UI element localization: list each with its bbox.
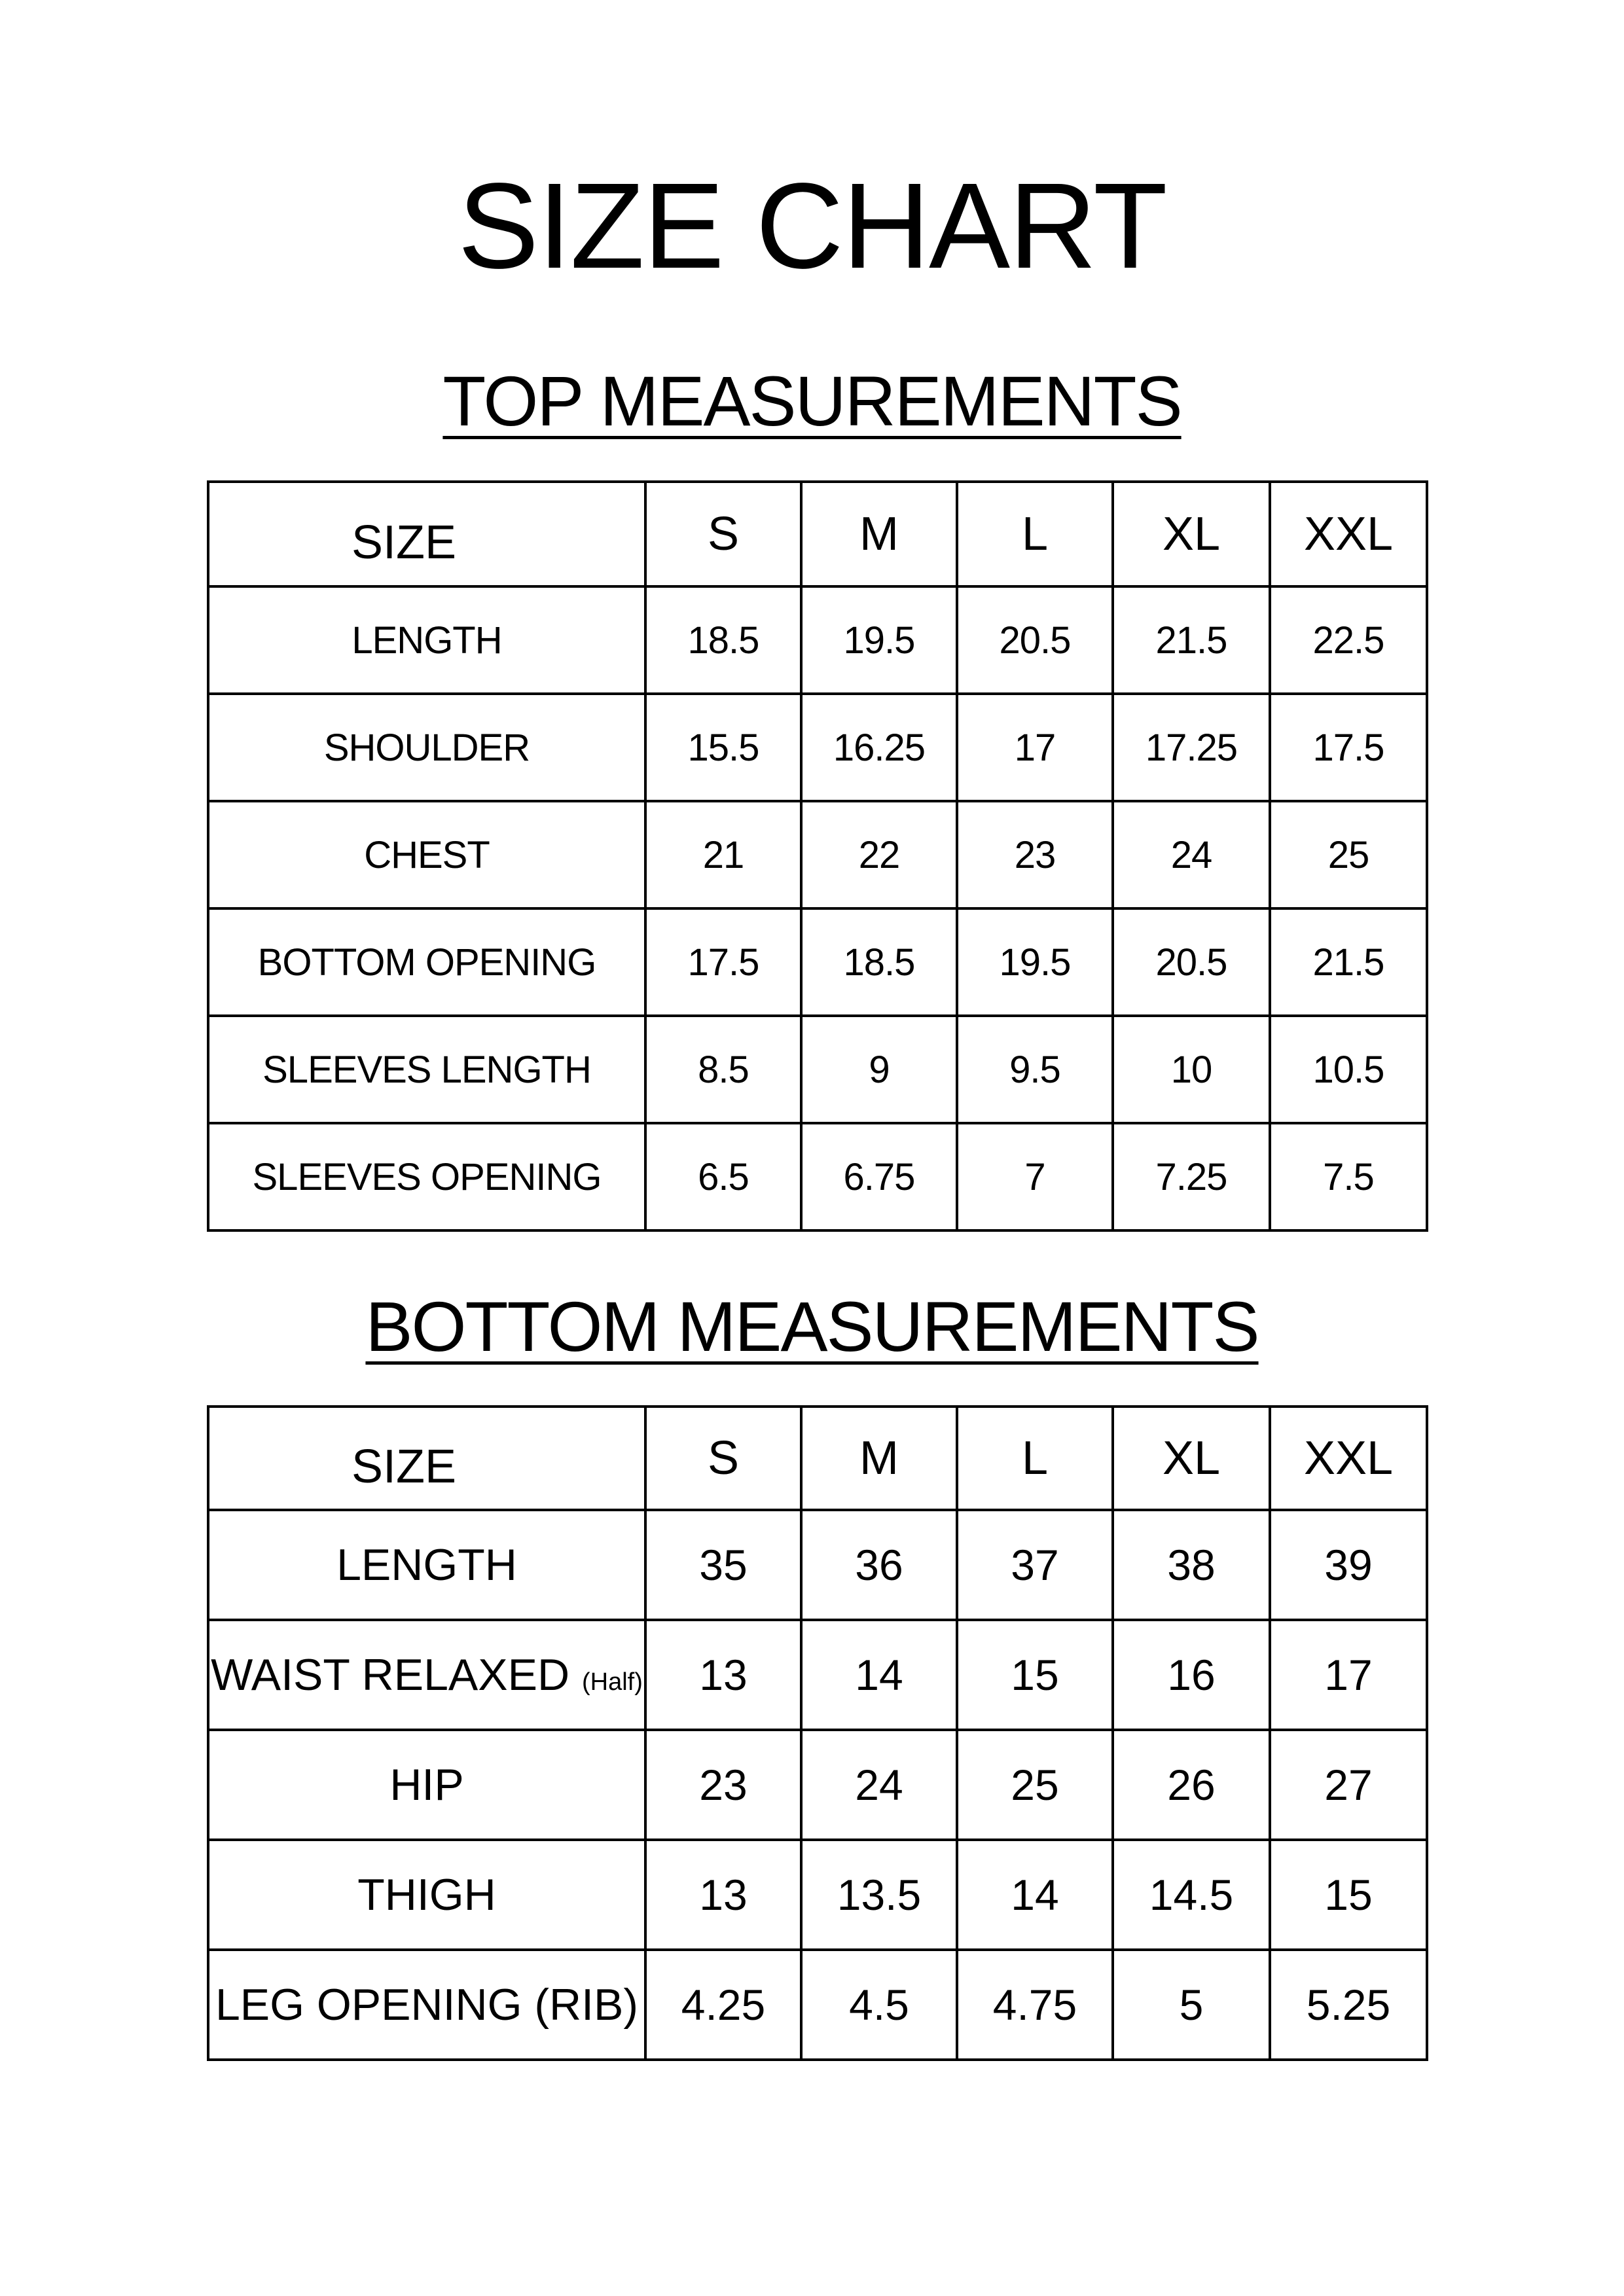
- measurement-value: 23: [957, 801, 1113, 908]
- top-measurements-heading: [0, 359, 1624, 444]
- row-label-text: HIP: [389, 1760, 464, 1810]
- measurement-value: 17.5: [645, 908, 801, 1016]
- table-row: [208, 801, 1427, 908]
- measurement-value: 16.25: [801, 694, 957, 801]
- measurement-value: 13: [645, 1840, 801, 1950]
- table-row: [208, 1510, 1427, 1620]
- measurement-value: 14: [957, 1840, 1113, 1950]
- measurement-value: 6.5: [645, 1123, 801, 1230]
- measurement-value: 23: [645, 1730, 801, 1840]
- measurement-value: 15: [1270, 1840, 1427, 1950]
- measurement-value: 4.25: [645, 1950, 801, 2060]
- row-label: [208, 1730, 645, 1840]
- row-label: LENGTH: [208, 586, 645, 694]
- measurement-value: 25: [1270, 801, 1427, 908]
- measurement-value: 7.25: [1113, 1123, 1270, 1230]
- table-row: [208, 1016, 1427, 1123]
- row-label: BOTTOM OPENING: [208, 908, 645, 1016]
- measurement-value: 19.5: [957, 908, 1113, 1016]
- measurement-value: 38: [1113, 1510, 1270, 1620]
- measurement-value: 20.5: [1113, 908, 1270, 1016]
- size-header-xxl: XXL: [1270, 1407, 1427, 1510]
- measurement-value: 20.5: [957, 586, 1113, 694]
- row-label-text: WAIST RELAXED: [211, 1650, 570, 1700]
- measurement-value: 17: [1270, 1620, 1427, 1730]
- measurement-value: 9.5: [957, 1016, 1113, 1123]
- measurement-value: 4.75: [957, 1950, 1113, 2060]
- table-row: [208, 694, 1427, 801]
- measurement-value: 22.5: [1270, 586, 1427, 694]
- table-row: [208, 908, 1427, 1016]
- measurement-value: 15: [957, 1620, 1113, 1730]
- row-label: SLEEVES OPENING: [208, 1123, 645, 1230]
- measurement-value: 10.5: [1270, 1016, 1427, 1123]
- measurement-value: 13: [645, 1620, 801, 1730]
- row-label: [208, 1840, 645, 1950]
- row-label-note: (Half): [581, 1668, 643, 1696]
- table-row: [208, 1620, 1427, 1730]
- measurement-value: 16: [1113, 1620, 1270, 1730]
- measurement-value: 17: [957, 694, 1113, 801]
- row-label: SHOULDER: [208, 694, 645, 801]
- measurement-value: 7.5: [1270, 1123, 1427, 1230]
- measurement-value: 4.5: [801, 1950, 957, 2060]
- measurement-value: 19.5: [801, 586, 957, 694]
- measurement-value: 21: [645, 801, 801, 908]
- table-header-row: [208, 1407, 1427, 1510]
- bottom-measurements-heading: [0, 1284, 1624, 1369]
- measurement-value: 27: [1270, 1730, 1427, 1840]
- table-row: [208, 1950, 1427, 2060]
- table-row: [208, 1840, 1427, 1950]
- size-header-label: SIZE: [208, 482, 645, 586]
- measurement-value: 22: [801, 801, 957, 908]
- measurement-value: 24: [1113, 801, 1270, 908]
- measurement-value: 37: [957, 1510, 1113, 1620]
- measurement-value: 5.25: [1270, 1950, 1427, 2060]
- size-header-xl: XL: [1113, 482, 1270, 586]
- row-label: SLEEVES LENGTH: [208, 1016, 645, 1123]
- size-header-xxl: XXL: [1270, 482, 1427, 586]
- measurement-value: 18.5: [645, 586, 801, 694]
- row-label-text: THIGH: [357, 1870, 496, 1920]
- measurement-value: 35: [645, 1510, 801, 1620]
- size-header-l: L: [957, 482, 1113, 586]
- size-header-l: L: [957, 1407, 1113, 1510]
- size-header-label: SIZE: [208, 1407, 645, 1510]
- measurement-value: 14.5: [1113, 1840, 1270, 1950]
- measurement-value: 17.25: [1113, 694, 1270, 801]
- size-header-s: S: [645, 1407, 801, 1510]
- size-header-s: S: [645, 482, 801, 586]
- measurement-value: 26: [1113, 1730, 1270, 1840]
- measurement-value: 10: [1113, 1016, 1270, 1123]
- table-row: [208, 1123, 1427, 1230]
- measurement-value: 18.5: [801, 908, 957, 1016]
- row-label: [208, 1620, 645, 1730]
- size-header-m: M: [801, 1407, 957, 1510]
- measurement-value: 5: [1113, 1950, 1270, 2060]
- measurement-value: 14: [801, 1620, 957, 1730]
- measurement-value: 7: [957, 1123, 1113, 1230]
- size-header-xl: XL: [1113, 1407, 1270, 1510]
- table-row: [208, 1730, 1427, 1840]
- size-header-m: M: [801, 482, 957, 586]
- measurement-value: 6.75: [801, 1123, 957, 1230]
- measurement-value: 39: [1270, 1510, 1427, 1620]
- top-measurements-table: [207, 480, 1428, 1232]
- row-label-text: LEG OPENING (RIB): [215, 1980, 639, 2030]
- measurement-value: 36: [801, 1510, 957, 1620]
- top-measurements-title: TOP MEASUREMENTS: [442, 361, 1182, 440]
- table-header-row: [208, 482, 1427, 586]
- bottom-measurements-title: BOTTOM MEASUREMENTS: [365, 1287, 1259, 1366]
- measurement-value: 21.5: [1113, 586, 1270, 694]
- page-title: SIZE CHART: [458, 158, 1166, 294]
- row-label: CHEST: [208, 801, 645, 908]
- measurement-value: 25: [957, 1730, 1113, 1840]
- measurement-value: 17.5: [1270, 694, 1427, 801]
- measurement-value: 9: [801, 1016, 957, 1123]
- measurement-value: 8.5: [645, 1016, 801, 1123]
- bottom-measurements-table: [207, 1405, 1428, 2061]
- row-label: [208, 1510, 645, 1620]
- measurement-value: 21.5: [1270, 908, 1427, 1016]
- measurement-value: 13.5: [801, 1840, 957, 1950]
- measurement-value: 15.5: [645, 694, 801, 801]
- row-label: [208, 1950, 645, 2060]
- row-label-text: LENGTH: [336, 1540, 517, 1590]
- measurement-value: 24: [801, 1730, 957, 1840]
- table-row: [208, 586, 1427, 694]
